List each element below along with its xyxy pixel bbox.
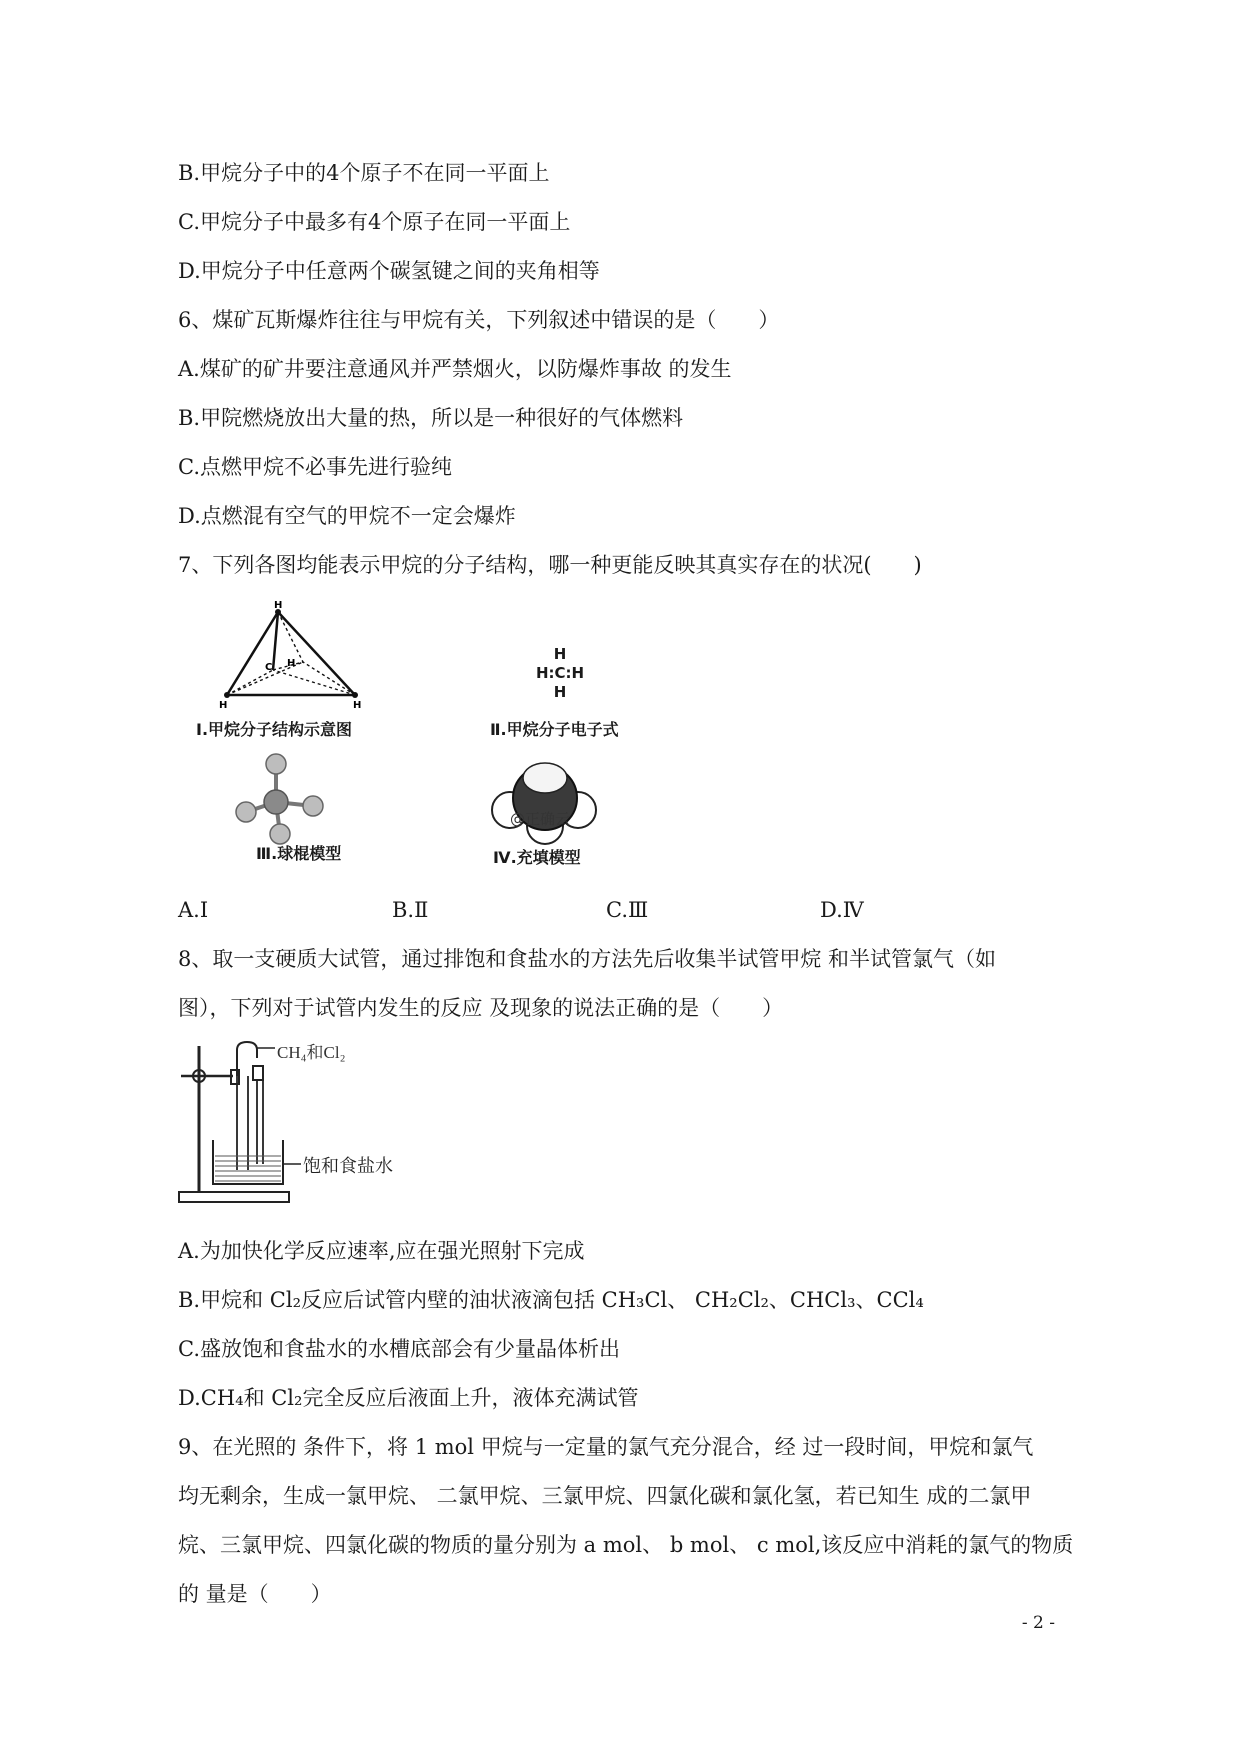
electron-formula-top: H: [553, 645, 567, 663]
space-filling-model: [490, 748, 600, 848]
q8-stem-line-1: 8、取一支硬质大试管，通过排饱和食盐水的方法先后收集半试管甲烷 和半试管氯气（如: [178, 947, 997, 971]
svg-text:H: H: [287, 658, 296, 669]
svg-text:C: C: [265, 662, 273, 673]
q9-stem-line-2: 均无剩余，生成一氯甲烷、 二氯甲烷、三氯甲烷、四氯化碳和氯化氢，若已知生 成的二氯甲: [178, 1484, 1032, 1508]
figure-4-caption: Ⅳ.充填模型: [493, 848, 581, 867]
electron-formula: [530, 645, 590, 702]
q7-option-c: C.Ⅲ: [606, 898, 649, 922]
q8-option-b: B.甲烷和 Cl₂反应后试管内壁的油状液滴包括 CH₃Cl、 CH₂Cl₂、CHCl₃、CCl₄: [178, 1288, 924, 1312]
watermark-text: @正确云: [510, 810, 571, 828]
q7-stem: 7、下列各图均能表示甲烷的分子结构，哪一种更能反映其真实存在的状况( ): [178, 553, 922, 577]
q7-option-d: D.Ⅳ: [820, 898, 864, 922]
figure-2-caption: Ⅱ.甲烷分子电子式: [490, 720, 619, 739]
q9-stem-line-4: 的 量是（ ）: [178, 1582, 332, 1606]
gas-label: CH₄和Cl₂: [277, 1043, 346, 1062]
q7-option-a: A.Ⅰ: [178, 898, 209, 922]
svg-text:H: H: [353, 700, 362, 710]
page-number: - 2 -: [1021, 1613, 1055, 1633]
figure-3-caption: Ⅲ.球棍模型: [256, 844, 342, 863]
q7-option-b: B.Ⅱ: [392, 898, 429, 922]
q8-option-c: C.盛放饱和食盐水的水槽底部会有少量晶体析出: [178, 1337, 620, 1361]
q8-stem-line-2: 图），下列对于试管内发生的反应 及现象的说法正确的是（ ）: [178, 996, 784, 1020]
saline-label: 饱和食盐水: [303, 1156, 393, 1177]
q5-option-b: B.甲烷分子中的4个原子不在同一平面上: [178, 161, 550, 185]
q9-stem-line-3: 烷、三氯甲烷、四氯化碳的物质的量分别为 a mol、 b mol、 c mol,该反应中消耗的氯气的物质: [178, 1533, 1074, 1557]
q6-option-c: C.点燃甲烷不必事先进行验纯: [178, 455, 452, 479]
q6-option-b: B.甲院燃烧放出大量的热，所以是一种很好的气体燃料: [178, 406, 684, 430]
ball-and-stick-model: [228, 750, 338, 850]
q5-option-c: C.甲烷分子中最多有4个原子在同一平面上: [178, 210, 571, 234]
q6-stem: 6、煤矿瓦斯爆炸往往与甲烷有关，下列叙述中错误的是（ ）: [178, 308, 780, 332]
q8-option-a: A.为加快化学反应速率,应在强光照射下完成: [178, 1239, 585, 1263]
q8-option-d: D.CH₄和 Cl₂完全反应后液面上升，液体充满试管: [178, 1386, 639, 1410]
q9-stem-line-1: 9、在光照的 条件下，将 1 mol 甲烷与一定量的氯气充分混合，经 过一段时间，甲烷和氯气: [178, 1435, 1034, 1459]
electron-formula-middle: H:C:H: [535, 664, 585, 682]
electron-formula-bottom: H: [553, 683, 567, 701]
q5-option-d: D.甲烷分子中任意两个碳氢键之间的夹角相等: [178, 259, 600, 283]
svg-text:H: H: [274, 600, 283, 611]
figure-1-caption: Ⅰ.甲烷分子结构示意图: [196, 720, 353, 739]
tetrahedron-figure: [215, 600, 375, 710]
q6-option-a: A.煤矿的矿井要注意通风并严禁烟火，以防爆炸事故 的发生: [178, 357, 732, 381]
q6-option-d: D.点燃混有空气的甲烷不一定会爆炸: [178, 504, 516, 528]
svg-text:H: H: [219, 700, 228, 710]
test-tube-apparatus: [175, 1040, 425, 1210]
